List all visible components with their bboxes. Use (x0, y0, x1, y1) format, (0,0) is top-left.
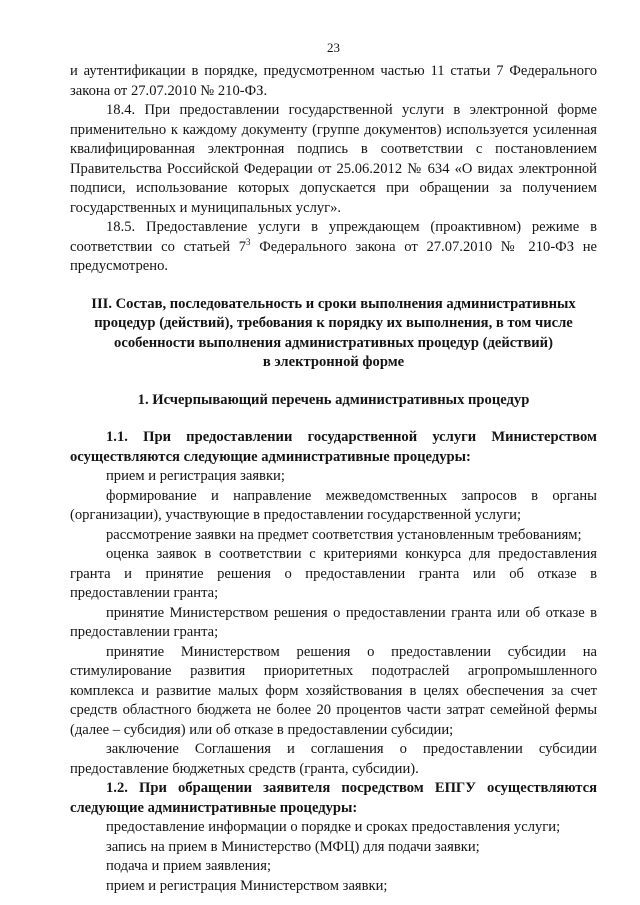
list-item: запись на прием в Министерство (МФЦ) для подачи заявки; (106, 838, 480, 855)
paragraph-18-4: 18.4. При предоставлении государственной услуги в электронной форме применительно к каждому документу (группе документов) используется усиленная квалифицированная электронная подпись в соответствии с постановлением Правительства Российской Федерации от 25.06.2012 № 634 «О видах электронной подписи, использование которых допускается при обращении за получением государственных и муниципальных услуг». (70, 102, 597, 216)
subheading: 1. Исчерпывающий перечень административных процедур (137, 391, 530, 408)
section-heading-line-2: процедур (действий), требования к порядку их выполнения, в том числе (94, 315, 573, 331)
section-heading-line-1: III. Состав, последовательность и сроки выполнения административных (91, 295, 576, 312)
paragraph-continuation: и аутентификации в порядке, предусмотренном частью 11 статьи 7 Федерального закона от 27.07.2010 № 210-ФЗ. (70, 63, 597, 99)
list-item: рассмотрение заявки на предмет соответствия установленным требованиям; (106, 526, 582, 543)
list-item: подача и прием заявления; (106, 858, 272, 874)
list-item: принятие Министерством решения о предоставлении субсидии на стимулирование развития приоритетных подотраслей агропромышленного комплекса и развитие малых форм хозяйствования в целях обеспечения за счет средств областного бюджета не более 20 процентов части затрат семейной фермы (далее – субсидия) или об отказе в предоставлении субсидии; (70, 643, 597, 738)
paragraph-18-5-text-b: Федерального закона от 27.07.2010 № 210-ФЗ не предусмотрено. (70, 238, 597, 274)
page-body (70, 62, 597, 896)
list-item: формирование и направление межведомственных запросов в органы (организации), участвующие в предоставлении государственной услуги; (70, 487, 597, 523)
clause-1-1 (70, 428, 597, 779)
list-item: прием и регистрация Министерством заявки; (106, 877, 388, 894)
paragraph-18-5 (70, 218, 597, 277)
clause-1-2-heading: 1.2. При обращении заявителя посредством ЕПГУ осуществляются следующие административные процедуры: (70, 780, 597, 816)
clause-1-2 (70, 779, 597, 896)
section-heading (70, 295, 597, 373)
paragraph-18-5-text-a: 18.5. Предоставление услуги в упреждающем (проактивном) режиме в соответствии со статьей 7 (70, 219, 597, 255)
list-item: предоставление информации о порядке и сроках предоставления услуги; (106, 819, 561, 835)
clause-1-1-heading: 1.1. При предоставлении государственной услуги Министерством осуществляются следующие административные процедуры: (70, 429, 597, 465)
list-item: оценка заявок в соответствии с критериями конкурса для предоставления гранта и принятие решения о предоставлении гранта или об отказе в предоставлении гранта; (70, 546, 597, 601)
superscript: 3 (246, 236, 251, 247)
list-item: принятие Министерством решения о предоставлении гранта или об отказе в предоставлении гранта; (70, 604, 597, 640)
section-heading-line-4: в электронной форме (262, 354, 405, 370)
list-item: прием и регистрация заявки; (106, 468, 285, 484)
list-item: заключение Соглашения и соглашения о предоставлении субсидии предоставление бюджетных средств (гранта, субсидии). (70, 741, 597, 777)
section-heading-line-3: особенности выполнения административных процедур (действий) (114, 334, 553, 351)
page-number: 23 (327, 40, 340, 55)
